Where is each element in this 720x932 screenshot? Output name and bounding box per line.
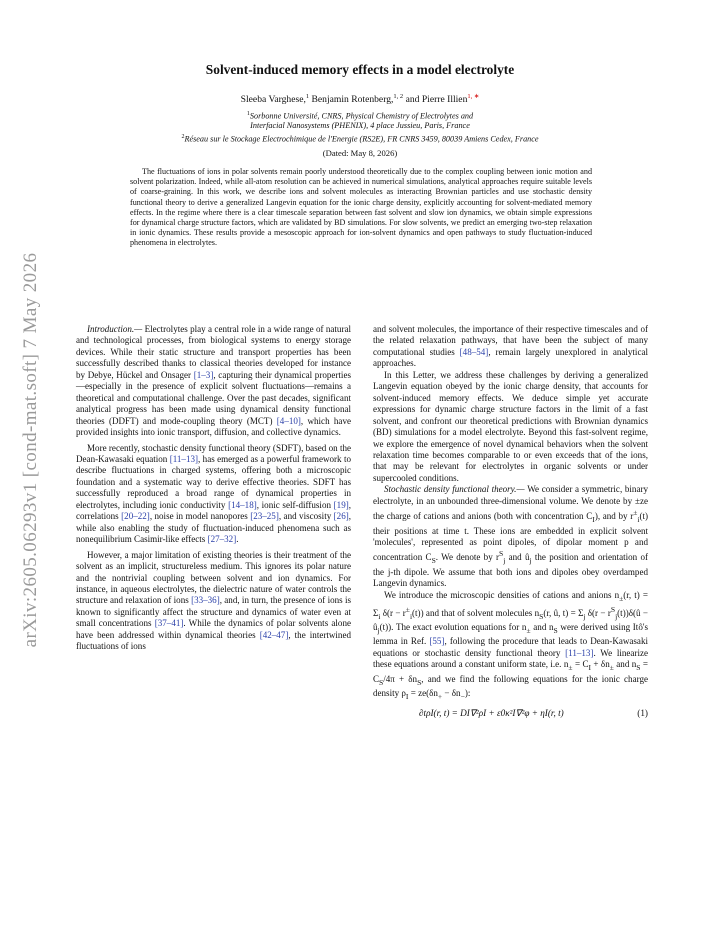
affiliation-text: Interfacial Nanosystems (PHENIX), 4 place Jussieu, Paris, France [250,121,470,130]
text-run: and n [613,659,637,670]
abstract: The fluctuations of ions in polar solvents remain poorly understood theoretically due to the complex coupling between ionic motion and solvent polarization. Indeed, while all-atom resolution can be achieved in numerical simulations, analytical approaches require suitable levels of coarse-graining. In this work, we describe ions and solvent molecules as interacting Brownian particles and use stochastic density functional theory to derive a generalized Langevin equation for the ionic charge density, explicitly accounting for solvent-mediated memory effects. In the regime where there is a clear timescale separation between fast solvent and slow ion dynamics, we obtain simple expressions for dynamical charge structure factors, which are validated by BD simulations. For slow solvents, we predict an emerging two-step relaxation in ionic dynamics. These results provide a mesoscopic approach for ion-solvent dynamics and open pathways to study fluctuation-induced phenomena in electrolytes. [130,167,592,248]
math-subscript: I [592,515,595,525]
text-run: , while also enabling the study of fluctuation-induced phenomena such as nonequilibrium Casimir-like effects [76,511,352,545]
equation-1 [373,708,648,722]
math-subscript: I [588,663,592,673]
text-run: /4π + δn [383,673,418,684]
text-run: (t))δ(û − û [373,607,648,633]
citation-link[interactable]: [55] [429,636,445,647]
text-run: δ(r − r [380,607,406,618]
text-run: = ze(δn [408,687,438,698]
text-run: (r, t) = Σ [373,589,648,618]
text-run: (r, û, t) = Σ [543,607,584,618]
text-run: , the intertwined fluctuations of ions [76,629,351,652]
paragraph [76,324,351,439]
text-run: and solvent molecules, the importance of their respective timescales and of the related relaxation pathways, that have been the subject of many computational studies [373,324,648,357]
text-run: , which have provided insights into ionic transport, diffusion, and collective dynamics. [76,415,351,438]
math-superscript: S [610,604,616,614]
paragraph: In this Letter, we address these challenges by deriving a generalized Langevin equation obeyed by the ionic charge density, that accounts for solvent-induced memory effects. We deduce simple yet accurate expressions for dynamic charge structure factors in the limit of a fast solvent, and confront our theoretical predictions with Brownian dynamics (BD) simulations for a model electrolyte. Beyond this fast-solvent regime, we explore the emergence of novel dynamical behaviors when the solvent relaxation time becomes comparable to or even exceeds that of the ions, that may be relevant for electrolytes in organic solvents or under supercooled conditions. [373,369,648,483]
math-subscript: S [379,677,384,687]
text-run: However, a major limitation of existing theories is their treatment of the solvent as an implicit, structureless medium. This ignores its polar nature and the nontrivial coupling between solvent and ion dynamics. For instance, in aqueous electrolytes, the dielectric nature of water controls the structure and relaxation of ions [76,549,351,606]
text-run: (t)) and that of solvent molecules n [412,607,540,618]
paragraph [76,443,351,546]
citation-link[interactable]: [27–32] [207,534,237,545]
text-run: were derived using Itô's lemma in Ref. [373,622,648,647]
affiliation-text: Réseau sur le Stockage Electrochimique de l'Energie (RS2E), FR CNRS 3459, 80039 Amiens Cedex, France [184,134,539,144]
math-subscript: S [636,663,641,673]
math-subscript: S [417,677,422,687]
citation-link[interactable]: [20–22] [121,511,150,522]
citation-link[interactable]: [11–13] [565,647,594,658]
section-heading: Stochastic density functional theory.— [384,484,528,495]
text-run: , has emerged as a powerful framework to describe fluctuations in charged systems, offering both a microscopic foundation and a systematic way to derive effective theories. SDFT has successfully reproduced a broad range of dynamical properties in electrolytes, including ionic conductivity [76,453,351,510]
paragraph [373,590,648,702]
paper-title: Solvent-induced memory effects in a model electrolyte [205,62,515,77]
equation-number: (1) [637,708,648,719]
section-heading: Introduction.— [87,324,145,334]
math-subscript: i [378,611,381,621]
text-run: , remain largely unexplored in analytical approaches. [373,346,648,369]
text-run: . [236,534,239,545]
math-subscript: i [637,515,640,525]
math-superscript: ± [405,604,410,614]
text-run: We introduce the microscopic densities of cations and anions n [384,589,620,600]
text-run: , and we find the following equations for the ionic charge density ρ [373,673,648,698]
affiliation-line [80,120,640,131]
corresponding-author-mark[interactable]: 1, ∗ [467,93,480,100]
equation-body: ∂tρI(r, t) = DI∇²ρI + ε0κ²I∇²φ + ηI(r, t) [419,708,564,719]
text-run: = C [572,659,589,670]
citation-link[interactable]: [48–54] [459,346,489,357]
math-subscript: i [409,611,413,621]
text-run: . While the dynamics of polar solvents alone have been addressed within dynamical theories [76,618,351,640]
paragraph [373,484,648,589]
text-run: . We denote by r [435,552,500,563]
text-run: . We linearize these equations around a constant uniform state, i.e. n [373,647,648,670]
citation-link[interactable]: [26] [333,511,349,522]
text-run: More recently, stochastic density functional theory (SDFT), based on the Dean-Kawasaki equation [76,442,351,464]
math-subscript: S [539,611,544,621]
math-subscript: ± [526,625,531,635]
math-subscript: ± [568,663,573,673]
arxiv-identifier-stamp[interactable] [14,225,48,675]
author-affiliation-mark: 1 [305,93,310,100]
math-subscript: j [503,556,506,566]
text-run: , and viscosity [278,511,334,522]
text-run: , capturing their dynamical properties—especially in the presence of explicit solvent fluctuations—remains a theoretical and computational challenge. Over the past decades, significant analytical progress has been made using dynamical density functional theories (DDFT) and mode-coupling theory (MCT) [76,369,351,426]
text-run: , correlations [76,499,352,522]
math-subscript: j [583,611,586,621]
affiliation-line [80,132,640,145]
text-run: ), and by r [594,511,634,522]
affiliation-text: Sorbonne Université, CNRS, Physical Chemistry of Electrolytes and [249,111,474,121]
paragraph [76,550,351,653]
text-run: and n [530,622,554,633]
math-subscript: j [377,625,380,635]
citation-link[interactable]: [23–25] [250,511,279,522]
left-column [76,324,351,653]
math-subscript: ± [609,663,614,673]
text-run: , ionic self-diffusion [256,499,334,510]
arxiv-id-text: arXiv:2605.06293v1 [cond-mat.soft] 7 May 2026 [20,252,41,648]
text-run: the position and orientation of the j-th dipole. We assume that both ions and dipoles obey overdamped Langevin dynamics. [373,552,649,589]
text-run: , and, in turn, the presence of ions is known to significantly affect the structure and dynamics of water even at small concentrations [76,595,352,629]
math-superscript: S [499,549,504,559]
math-subscript: + [437,691,443,701]
citation-link[interactable]: [19] [333,499,349,510]
text-run: (t) their positions at time t. These ions are embedded in explicit solvent 'molecules', represented as point dipoles, of dipolar moment p and concentration C [373,511,648,563]
text-run: We consider a symmetric, binary electrolyte, in an unbounded three-dimensional volume. We denote by ±ze the charge of cations and anions (both with concentration C [373,484,649,522]
math-subscript: S [553,625,558,635]
citation-link[interactable]: [42–47] [259,629,289,640]
author-affiliation-mark: 1, 2 [393,93,404,100]
author-name: and Pierre Illien [405,94,468,106]
math-subscript: ± [619,593,624,603]
right-column [373,324,648,722]
text-run: , following the procedure that leads to Dean-Kawasaki equations or stochastic density functional theory [373,636,648,658]
citation-link[interactable]: [1–3] [193,369,214,380]
affiliation-mark: 1 [246,111,250,117]
paragraph [373,324,648,370]
text-run: , noise in model nanopores [149,511,251,522]
text-run: ): [464,687,471,698]
citation-link[interactable]: [37–41] [154,618,184,629]
math-subscript: j [529,556,532,566]
citation-link[interactable]: [33–36] [191,595,220,606]
affiliation-mark: 2 [181,134,185,140]
text-run: − δn [442,687,461,698]
text-run: Electrolytes play a central role in a wide range of natural and technological processes, from biological systems to energy storage devices. While their static structure and transport properties has been successfully described thanks to classical theories developed for instance by Debye, Hückel and Onsager [76,324,351,380]
author-list [110,92,610,105]
math-superscript: ± [633,508,638,518]
text-run: (t)). The exact evolution equations for n [379,622,527,633]
math-subscript: S [431,556,436,566]
author-name: Benjamin Rotenberg, [311,94,394,106]
text-run: and û [505,552,530,563]
dated-line: (Dated: May 8, 2026) [322,148,398,158]
citation-link[interactable]: [14–18] [228,499,257,510]
text-run: δ(r − r [585,607,611,618]
text-run: = C [373,659,648,684]
citation-link[interactable]: [4–10] [276,415,301,426]
citation-link[interactable]: [11–13] [169,453,199,464]
math-subscript: j [615,611,618,621]
text-run: + δn [591,659,610,670]
math-subscript: − [460,691,465,701]
math-subscript: I [405,691,409,701]
author-name: Sleeba Varghese, [240,94,306,106]
